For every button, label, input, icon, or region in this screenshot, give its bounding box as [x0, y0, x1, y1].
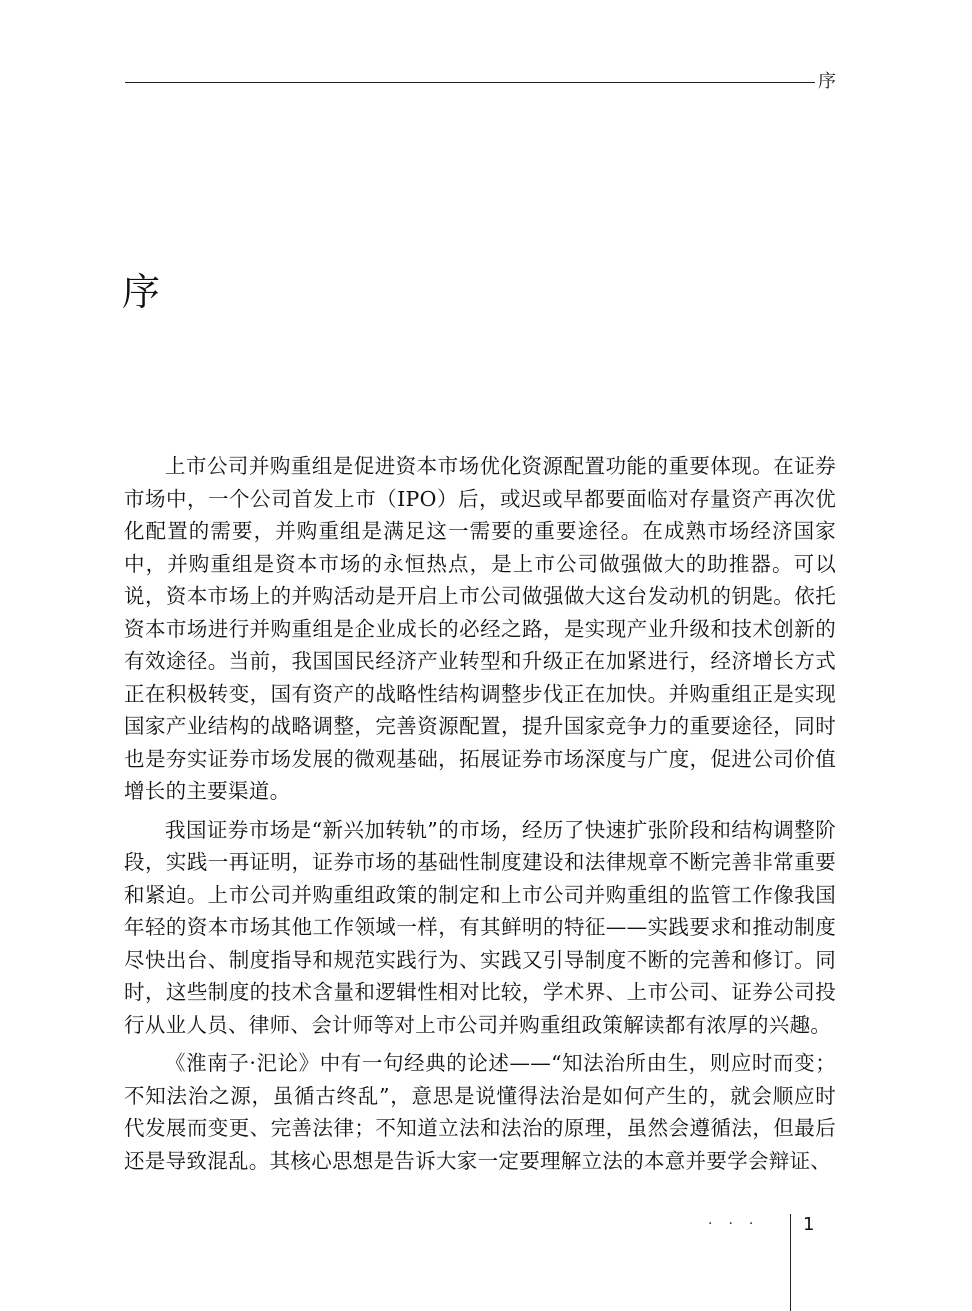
paragraph-3: 《淮南子·汜论》中有一句经典的论述——“知法治所由生，则应时而变；不知法治之源，虽循古终乱”，意思是说懂得法治是如何产生的，就会顺应时代发展而变更、完善法律；不知道立法和法治的原理，虽然会遵循法，但最后还是导致混乱。其核心思想是告诉大家一定要理解立法的本意并要学会辩证、 — [124, 1051, 836, 1173]
body-text — [124, 450, 836, 1183]
paragraph-1: 上市公司并购重组是促进资本市场优化资源配置功能的重要体现。在证券市场中，一个公司首发上市（IPO）后，或迟或早都要面临对存量资产再次优化配置的需要，并购重组是满足这一需要的重要途径。在成熟市场经济国家中，并购重组是资本市场的永恒热点，是上市公司做强做大的助推器。可以说，资本市场上的并购活动是开启上市公司做强做大这台发动机的钥匙。依托资本市场进行并购重组是企业成长的必经之路，是实现产业升级和技术创新的有效途径。当前，我国国民经济产业转型和升级正在加紧进行，经济增长方式正在积极转变，国有资产的战略性结构调整步伐正在加快。并购重组正是实现国家产业结构的战略调整，完善资源配置，提升国家竞争力的重要途径，同时也是夯实证券市场发展的微观基础，拓展证券市场深度与广度，促进公司价值增长的主要渠道。 — [124, 454, 836, 803]
paragraph-2: 我国证券市场是“新兴加转轨”的市场，经历了快速扩张阶段和结构调整阶段，实践一再证明，证券市场的基础性制度建设和法律规章不断完善非常重要和紧迫。上市公司并购重组政策的制定和上市公司并购重组的监管工作像我国年轻的资本市场其他工作领域一样，有其鲜明的特征——实践要求和推动制度尽快出台、制度指导和规范实践行为、实践又引导制度不断的完善和修订。同时，这些制度的技术含量和逻辑性相对比较，学术界、上市公司、证券公司投行从业人员、律师、会计师等对上市公司并购重组政策解读都有浓厚的兴趣。 — [124, 817, 836, 1037]
footer-dots: ··· — [708, 1216, 770, 1232]
header-rule — [125, 82, 815, 83]
running-header-title: 序 — [818, 71, 836, 92]
footer-rule — [790, 1214, 791, 1311]
chapter-title: 序 — [122, 270, 161, 314]
page-number: 1 — [803, 1214, 815, 1235]
